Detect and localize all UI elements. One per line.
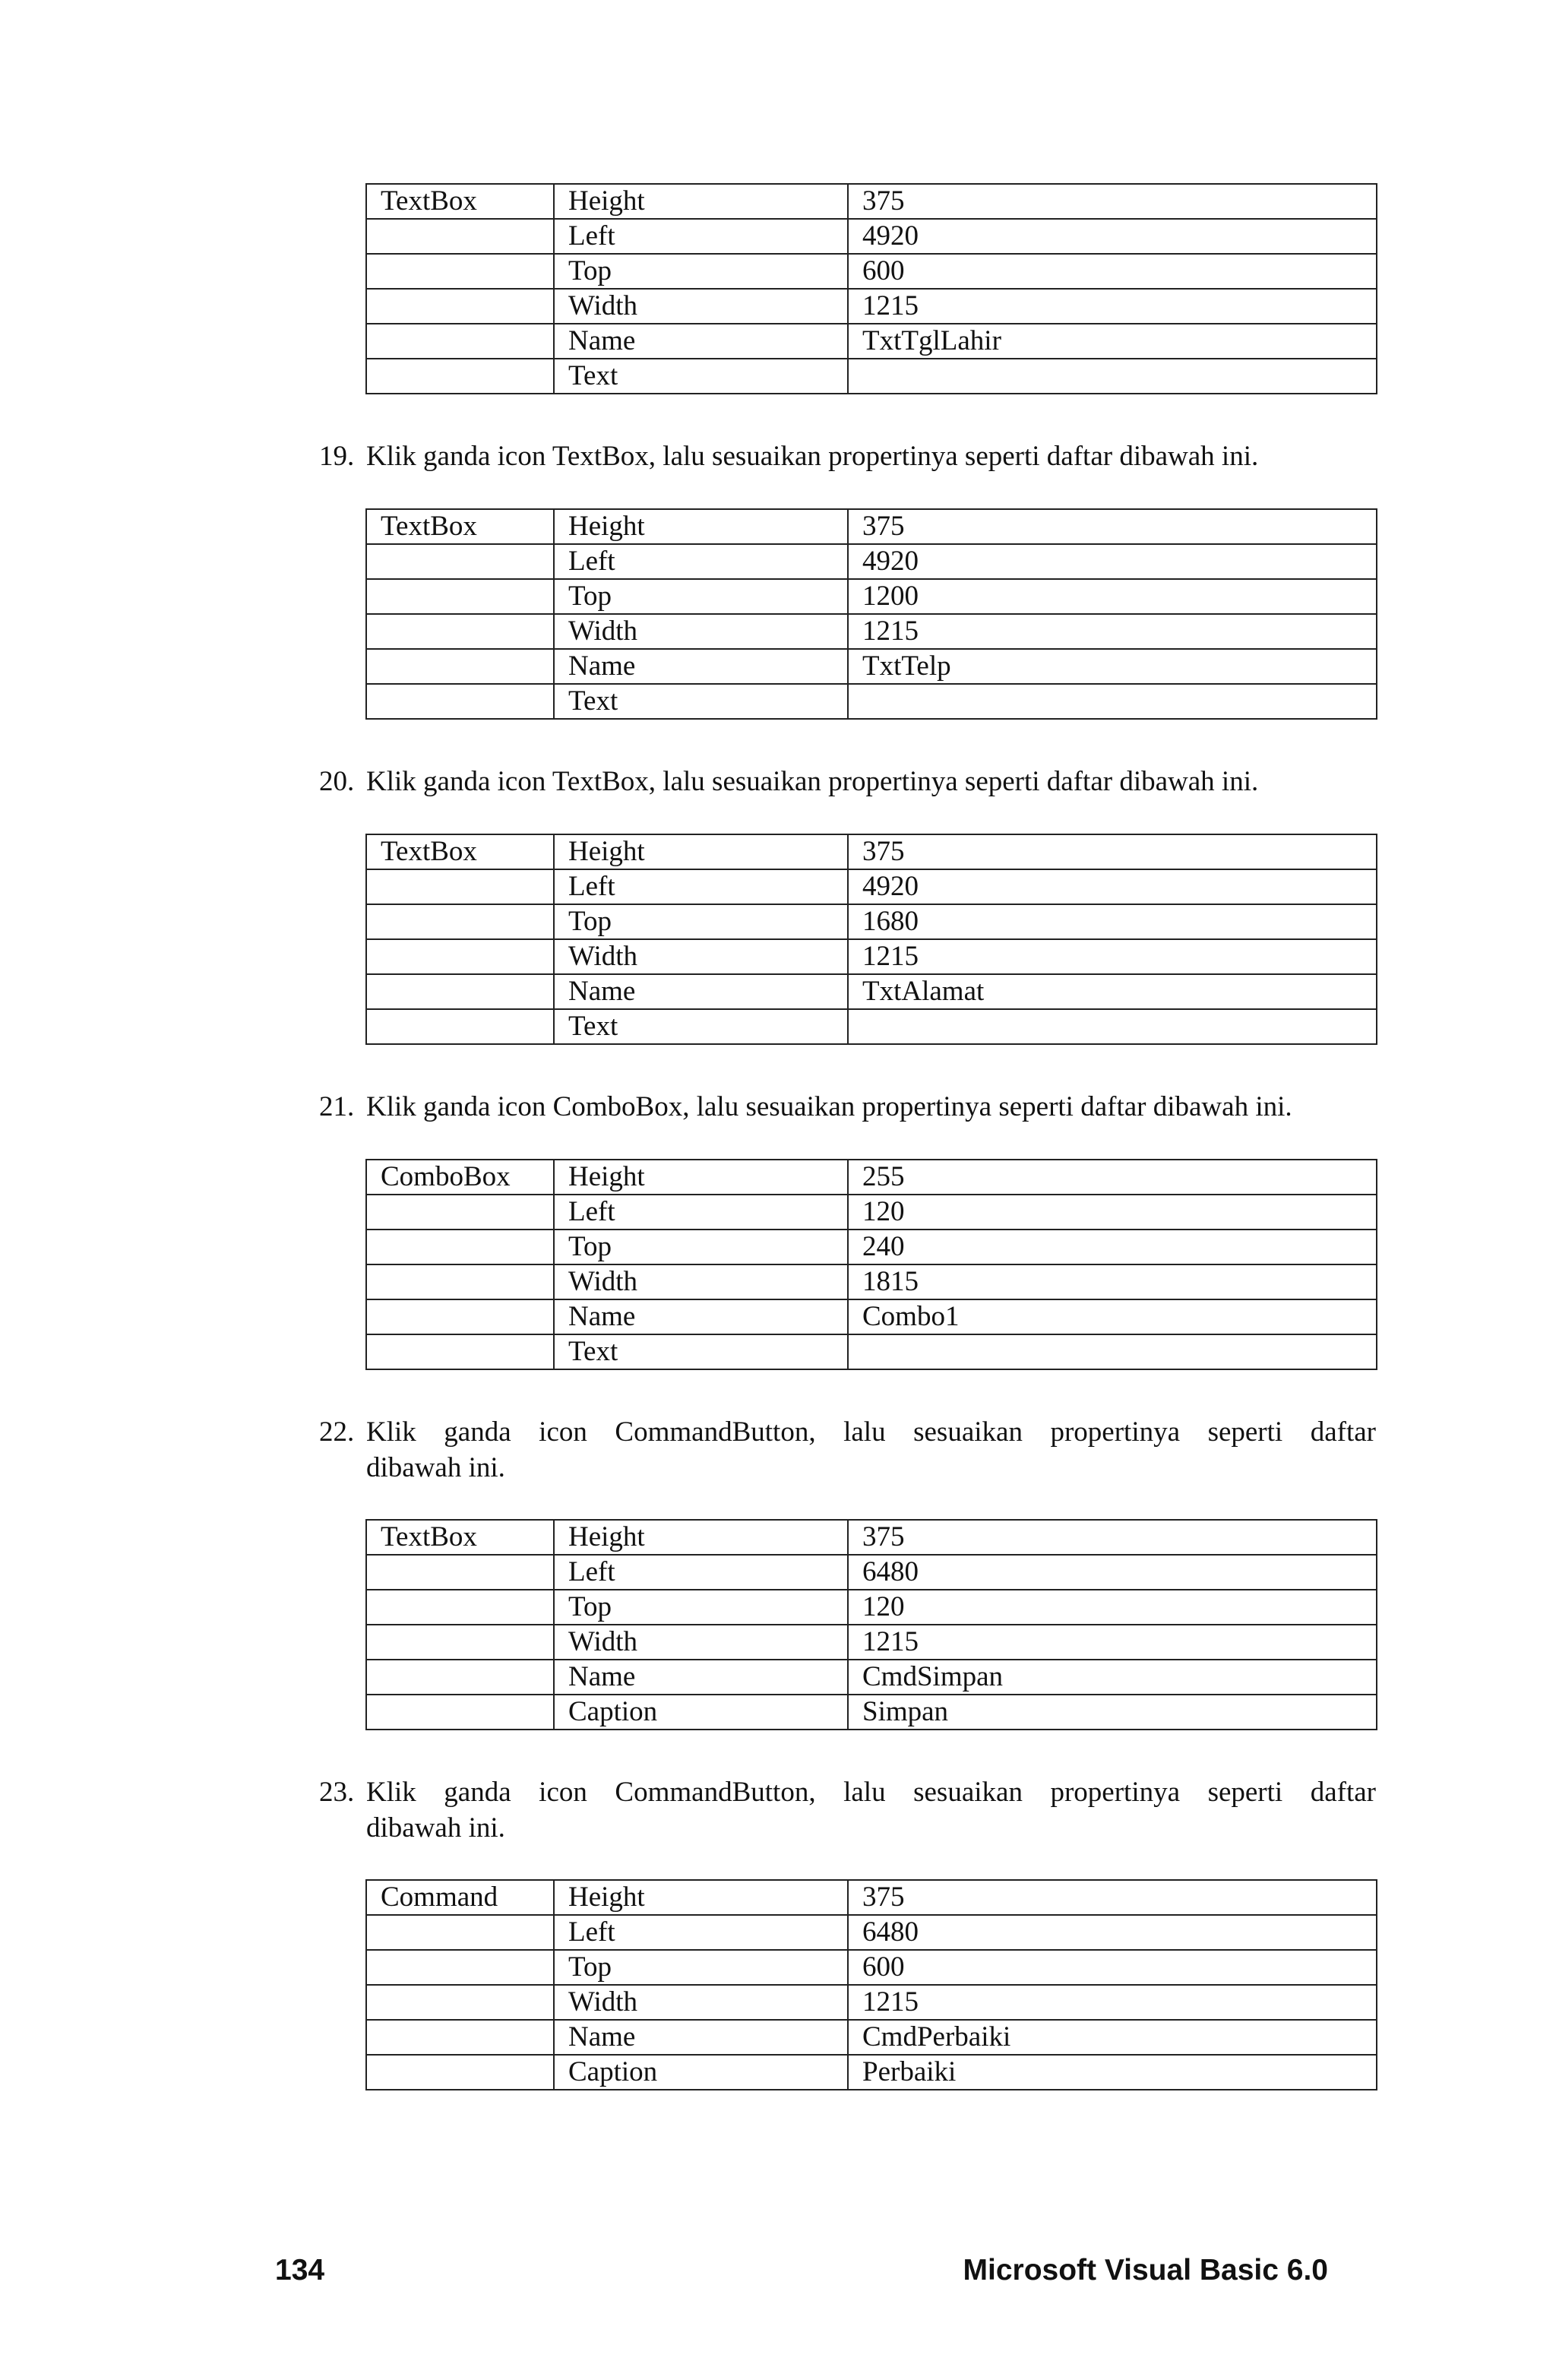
property-value-cell: 1215 (848, 1625, 1377, 1660)
property-value-cell: 4920 (848, 544, 1377, 579)
control-type-cell: TextBox (366, 509, 554, 544)
property-value-cell: 240 (848, 1230, 1377, 1264)
control-type-cell (366, 2055, 554, 2090)
property-value-cell: 1215 (848, 939, 1377, 974)
control-type-cell (366, 684, 554, 719)
control-type-cell (366, 1660, 554, 1695)
property-value-cell: 1215 (848, 289, 1377, 324)
property-value-cell: 6480 (848, 1555, 1377, 1590)
property-name-cell: Left (554, 869, 848, 904)
property-name-cell: Text (554, 684, 848, 719)
control-type-cell (366, 324, 554, 359)
table-row (366, 184, 1377, 219)
property-name-cell: Caption (554, 2055, 848, 2090)
step-text-line-1: Klik ganda icon CommandButton, lalu sesuaikan propertinya seperti daftar (366, 1777, 1376, 1808)
control-type-cell (366, 1625, 554, 1660)
property-name-cell: Width (554, 289, 848, 324)
step-22 (319, 1414, 1376, 1486)
property-table-txttgllahir (365, 183, 1377, 394)
control-type-cell: TextBox (366, 1520, 554, 1555)
property-value-cell: 6480 (848, 1915, 1377, 1950)
control-type-cell (366, 1950, 554, 1985)
property-value-cell: TxtAlamat (848, 974, 1377, 1009)
property-name-cell: Height (554, 509, 848, 544)
property-value-cell: 375 (848, 509, 1377, 544)
table-row (366, 1625, 1377, 1660)
table-row (366, 1009, 1377, 1044)
property-value-cell: 255 (848, 1160, 1377, 1195)
property-value-cell: 4920 (848, 869, 1377, 904)
control-type-cell (366, 579, 554, 614)
property-name-cell: Height (554, 1520, 848, 1555)
control-type-cell (366, 1230, 554, 1264)
table-row (366, 1590, 1377, 1625)
table-row (366, 1299, 1377, 1334)
property-name-cell: Height (554, 1880, 848, 1915)
property-name-cell: Left (554, 219, 848, 254)
table-row (366, 289, 1377, 324)
property-name-cell: Text (554, 1009, 848, 1044)
property-name-cell: Top (554, 904, 848, 939)
property-name-cell: Name (554, 1299, 848, 1334)
table-row (366, 939, 1377, 974)
property-name-cell: Top (554, 579, 848, 614)
property-name-cell: Height (554, 184, 848, 219)
property-name-cell: Top (554, 1950, 848, 1985)
table-row (366, 219, 1377, 254)
property-table-txttelp (365, 508, 1377, 720)
table-row (366, 1985, 1377, 2020)
property-name-cell: Name (554, 1660, 848, 1695)
table-row (366, 1950, 1377, 1985)
property-value-cell: Perbaiki (848, 2055, 1377, 2090)
property-name-cell: Left (554, 1555, 848, 1590)
property-value-cell: 1200 (848, 579, 1377, 614)
property-table-cmdsimpan (365, 1519, 1377, 1730)
property-value-cell: 375 (848, 184, 1377, 219)
control-type-cell (366, 2020, 554, 2055)
control-type-cell (366, 1009, 554, 1044)
property-name-cell: Width (554, 939, 848, 974)
control-type-cell (366, 649, 554, 684)
property-value-cell: 1215 (848, 1985, 1377, 2020)
property-name-cell: Left (554, 544, 848, 579)
property-name-cell: Width (554, 1985, 848, 2020)
property-value-cell: 120 (848, 1195, 1377, 1230)
control-type-cell: TextBox (366, 184, 554, 219)
step-number: 22. (319, 1416, 355, 1448)
property-table-cmdperbaiki (365, 1879, 1377, 2090)
property-name-cell: Name (554, 2020, 848, 2055)
property-name-cell: Caption (554, 1695, 848, 1730)
property-name-cell: Top (554, 1590, 848, 1625)
property-value-cell: 120 (848, 1590, 1377, 1625)
property-value-cell: 1215 (848, 614, 1377, 649)
table-row (366, 254, 1377, 289)
control-type-cell (366, 869, 554, 904)
step-23 (319, 1774, 1376, 1846)
step-number: 23. (319, 1777, 355, 1808)
property-name-cell: Height (554, 834, 848, 869)
control-type-cell: TextBox (366, 834, 554, 869)
control-type-cell: Command (366, 1880, 554, 1915)
table-row (366, 649, 1377, 684)
control-type-cell (366, 1299, 554, 1334)
table-row (366, 579, 1377, 614)
table-row (366, 1334, 1377, 1369)
property-value-cell: 375 (848, 1880, 1377, 1915)
table-row (366, 1660, 1377, 1695)
property-value-cell (848, 359, 1377, 394)
table-row (366, 1695, 1377, 1730)
control-type-cell (366, 359, 554, 394)
property-value-cell: Combo1 (848, 1299, 1377, 1334)
table-row (366, 1264, 1377, 1299)
table-row (366, 1160, 1377, 1195)
property-table-combo1 (365, 1159, 1377, 1370)
property-value-cell: Simpan (848, 1695, 1377, 1730)
table-row (366, 324, 1377, 359)
table-row (366, 904, 1377, 939)
control-type-cell (366, 904, 554, 939)
property-value-cell (848, 1334, 1377, 1369)
table-row (366, 359, 1377, 394)
property-value-cell (848, 684, 1377, 719)
table-row (366, 1520, 1377, 1555)
table-row (366, 1915, 1377, 1950)
property-name-cell: Height (554, 1160, 848, 1195)
table-row (366, 544, 1377, 579)
step-text: Klik ganda icon ComboBox, lalu sesuaikan propertinya seperti daftar dibawah ini. (366, 1091, 1292, 1122)
property-name-cell: Text (554, 359, 848, 394)
property-name-cell: Name (554, 324, 848, 359)
control-type-cell (366, 1264, 554, 1299)
property-name-cell: Name (554, 974, 848, 1009)
control-type-cell (366, 1195, 554, 1230)
table-row (366, 2055, 1377, 2090)
property-value-cell: 1680 (848, 904, 1377, 939)
property-name-cell: Left (554, 1915, 848, 1950)
control-type-cell (366, 544, 554, 579)
step-text-line-2: dibawah ini. (366, 1452, 505, 1483)
property-name-cell: Text (554, 1334, 848, 1369)
property-name-cell: Width (554, 1625, 848, 1660)
step-text-line-1: Klik ganda icon CommandButton, lalu sesuaikan propertinya seperti daftar (366, 1416, 1376, 1448)
book-title: Microsoft Visual Basic 6.0 (963, 2254, 1328, 2287)
property-name-cell: Left (554, 1195, 848, 1230)
control-type-cell (366, 614, 554, 649)
table-row (366, 1880, 1377, 1915)
property-value-cell: 600 (848, 254, 1377, 289)
step-text-line-2: dibawah ini. (366, 1812, 505, 1844)
control-type-cell (366, 1590, 554, 1625)
control-type-cell (366, 974, 554, 1009)
table-row (366, 869, 1377, 904)
table-row (366, 509, 1377, 544)
property-value-cell: CmdSimpan (848, 1660, 1377, 1695)
control-type-cell (366, 289, 554, 324)
property-value-cell: 375 (848, 834, 1377, 869)
property-value-cell: 4920 (848, 219, 1377, 254)
property-value-cell: CmdPerbaiki (848, 2020, 1377, 2055)
property-name-cell: Top (554, 1230, 848, 1264)
property-value-cell: 1815 (848, 1264, 1377, 1299)
control-type-cell (366, 939, 554, 974)
property-name-cell: Width (554, 614, 848, 649)
table-row (366, 1230, 1377, 1264)
property-value-cell: 600 (848, 1950, 1377, 1985)
step-text: Klik ganda icon TextBox, lalu sesuaikan propertinya seperti daftar dibawah ini. (366, 441, 1259, 472)
property-name-cell: Top (554, 254, 848, 289)
table-row (366, 1195, 1377, 1230)
control-type-cell (366, 1555, 554, 1590)
control-type-cell: ComboBox (366, 1160, 554, 1195)
property-value-cell: 375 (848, 1520, 1377, 1555)
control-type-cell (366, 219, 554, 254)
control-type-cell (366, 254, 554, 289)
control-type-cell (366, 1334, 554, 1369)
control-type-cell (366, 1915, 554, 1950)
property-value-cell: TxtTelp (848, 649, 1377, 684)
table-row (366, 834, 1377, 869)
step-number: 19. (319, 441, 355, 472)
table-row (366, 1555, 1377, 1590)
property-value-cell (848, 1009, 1377, 1044)
step-number: 20. (319, 766, 355, 797)
property-value-cell: TxtTglLahir (848, 324, 1377, 359)
step-number: 21. (319, 1091, 355, 1122)
table-row (366, 974, 1377, 1009)
page-number: 134 (275, 2254, 325, 2287)
control-type-cell (366, 1985, 554, 2020)
table-row (366, 684, 1377, 719)
property-name-cell: Name (554, 649, 848, 684)
control-type-cell (366, 1695, 554, 1730)
step-text: Klik ganda icon TextBox, lalu sesuaikan propertinya seperti daftar dibawah ini. (366, 766, 1259, 797)
table-row (366, 614, 1377, 649)
property-name-cell: Width (554, 1264, 848, 1299)
table-row (366, 2020, 1377, 2055)
property-table-txtalamat (365, 834, 1377, 1045)
